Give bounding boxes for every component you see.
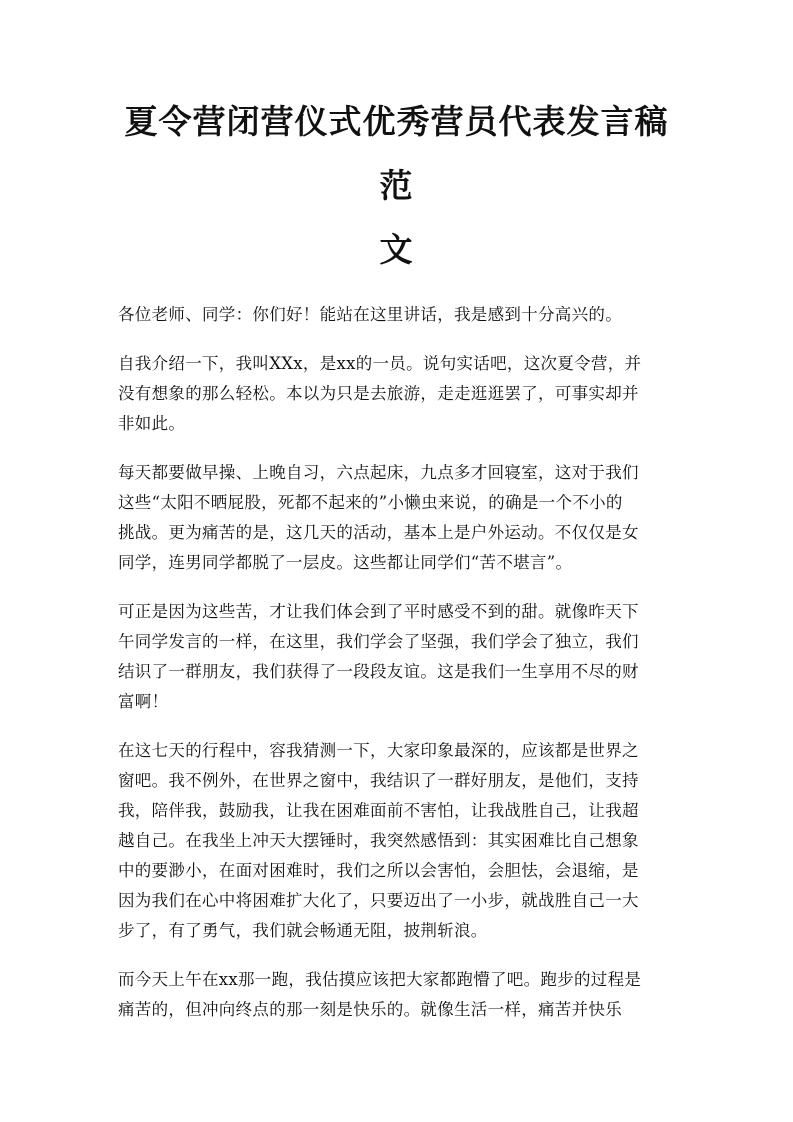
text-line: 我，陪伴我，鼓励我，让我在困难面前不害怕，让我战胜自己，让我超 bbox=[118, 801, 639, 820]
text-line: 结识了一群朋友，我们获得了一段段友谊。这是我们一生享用不尽的财 bbox=[118, 662, 639, 681]
text-line: 中的要渺小，在面对困难时，我们之所以会害怕，会胆怯，会退缩，是 bbox=[118, 861, 639, 880]
text-line: 这些“太阳不晒屁股，死都不起来的”小懒虫来说，的确是一个不小的 bbox=[118, 493, 623, 512]
title-line: 夏令营闭营仪式优秀营员代表发言稿范 bbox=[124, 102, 669, 205]
text-line: 可正是因为这些苦，才让我们体会到了平时感受不到的甜。就像昨天下 bbox=[118, 602, 639, 621]
text-line: 同学，连男同学都脱了一层皮。这些都让同学们“苦不堪言”。 bbox=[118, 553, 573, 572]
document-body bbox=[118, 300, 675, 1025]
text-line: 午同学发言的一样，在这里，我们学会了坚强，我们学会了独立，我们 bbox=[118, 632, 639, 651]
text-line: 痛苦的，但冲向终点的那一刻是快乐的。就像生活一样，痛苦并快乐 bbox=[118, 1000, 622, 1019]
paragraph-running bbox=[118, 965, 675, 1025]
paragraph-introduction bbox=[118, 349, 675, 439]
text-line: 在这七天的行程中，容我猜测一下，大家印象最深的，应该都是世界之 bbox=[118, 741, 639, 760]
text-line: 自我介绍一下，我叫XXx，是xx的一员。说句实话吧，这次夏令营，并 bbox=[118, 354, 642, 373]
text-line: 窗吧。我不例外，在世界之窗中，我结识了一群好朋友，是他们，支持 bbox=[118, 771, 639, 790]
title-line: 文 bbox=[379, 230, 414, 269]
text-line: 每天都要做早操、上晚自习，六点起床，九点多才回寝室，这对于我们 bbox=[118, 463, 639, 482]
text-line: 挑战。更为痛苦的是，这几天的活动，基本上是户外运动。不仅仅是女 bbox=[118, 523, 639, 542]
text-line: 越自己。在我坐上冲天大摆锤时，我突然感悟到：其实困难比自己想象 bbox=[118, 831, 639, 850]
paragraph-daily-routine bbox=[118, 458, 675, 578]
paragraph-window-of-world bbox=[118, 736, 675, 946]
text-line: 步了，有了勇气，我们就会畅通无阻，披荆斩浪。 bbox=[118, 921, 488, 940]
text-line: 因为我们在心中将困难扩大化了，只要迈出了一小步，就战胜自己一大 bbox=[118, 891, 639, 910]
text-line: 非如此。 bbox=[118, 414, 186, 433]
paragraph-greeting bbox=[118, 300, 675, 330]
text-line: 各位老师、同学：你们好！能站在这里讲话，我是感到十分高兴的。 bbox=[118, 305, 622, 324]
text-line: 没有想象的那么轻松。本以为只是去旅游，走走逛逛罢了，可事实却并 bbox=[118, 384, 639, 403]
text-line: 而今天上午在xx那一跑，我估摸应该把大家都跑懵了吧。跑步的过程是 bbox=[118, 970, 642, 989]
text-line: 富啊！ bbox=[118, 692, 169, 711]
paragraph-sweetness bbox=[118, 597, 675, 717]
document-title bbox=[118, 90, 675, 282]
